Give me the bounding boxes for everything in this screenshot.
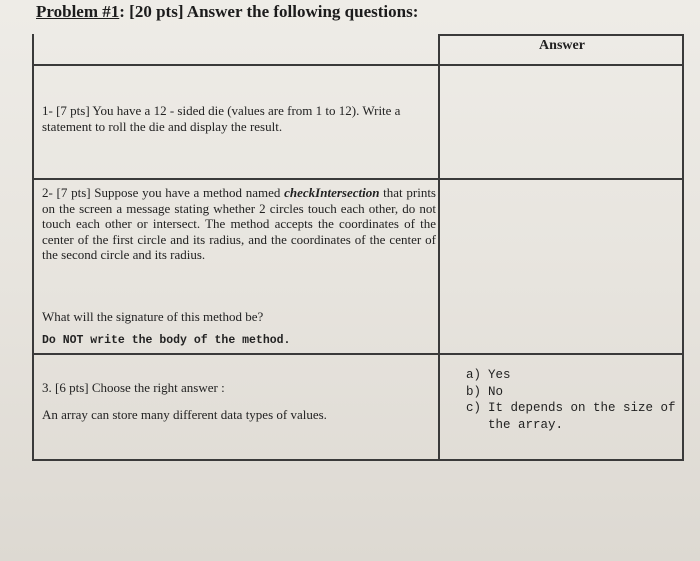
choice-a — [466, 367, 680, 384]
question-2-note: Do NOT write the body of the method. — [42, 334, 291, 347]
choice-marker: c) — [466, 401, 482, 415]
method-name: checkIntersection — [284, 185, 380, 200]
choice-b — [466, 384, 680, 401]
choice-text: Yes — [488, 368, 511, 382]
table-row-divider-q1 — [32, 178, 684, 180]
question-2-rest: that prints on the screen a message stating whether 2 circles touch each other, do not touch each other or intersect. The method accepts the coordinates of the center of the first circle and its radius, and the coordinates of the center of the second circle and its radius. — [42, 185, 436, 262]
question-table — [32, 34, 684, 461]
table-row-divider-q2 — [32, 353, 684, 355]
question-2-text — [42, 185, 436, 263]
question-1-text: 1- [7 pts] You have a 12 - sided die (values are from 1 to 12). Write a statement to roll the die and display the result. — [42, 103, 401, 134]
question-3-title: 3. [6 pts] Choose the right answer : — [42, 380, 225, 395]
question-3-body: An array can store many different data types of values. — [42, 407, 327, 422]
table-border-left — [32, 34, 34, 461]
choice-c — [466, 400, 680, 433]
question-2-subquestion: What will the signature of this method be? — [42, 309, 264, 324]
table-border-top — [438, 34, 684, 36]
table-border-right — [682, 34, 684, 461]
choice-marker: b) — [466, 384, 482, 399]
answer-choices — [466, 367, 680, 433]
choice-text: It depends on the size of the array. — [488, 401, 676, 432]
problem-heading — [36, 2, 418, 22]
question-2-lead: 2- [7 pts] Suppose you have a method named — [42, 185, 285, 200]
problem-label: Problem #1 — [36, 2, 120, 21]
choice-text: No — [488, 384, 504, 399]
problem-heading-text: : [20 pts] Answer the following questions: — [119, 2, 419, 21]
table-column-divider — [438, 34, 440, 461]
table-row-divider-header — [32, 64, 684, 66]
table-border-bottom — [32, 459, 684, 461]
answer-column-header: Answer — [539, 38, 585, 53]
choice-marker: a) — [466, 368, 482, 382]
